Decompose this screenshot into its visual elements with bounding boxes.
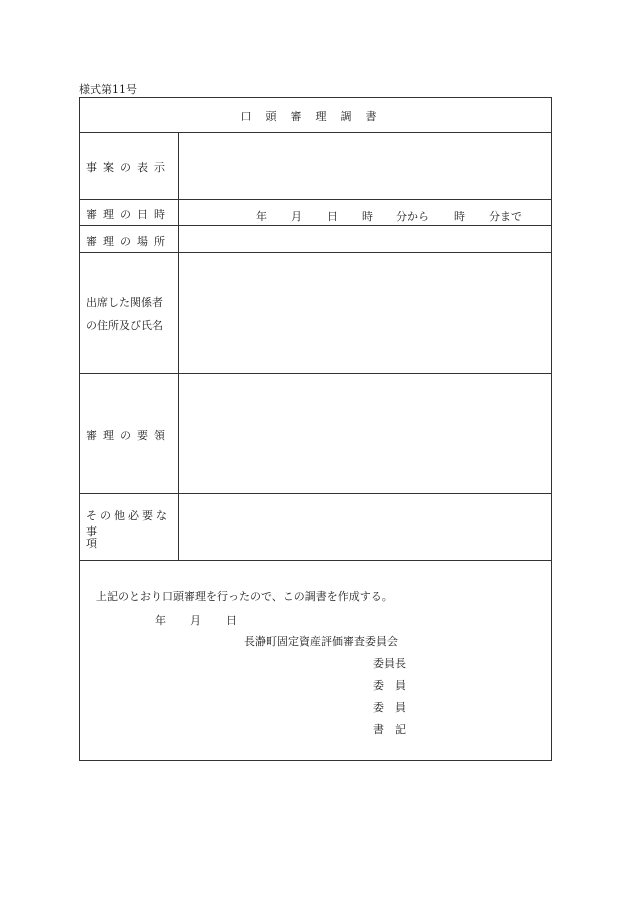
place-label: 審理の場所 <box>86 235 171 248</box>
committee-name: 長瀞町固定資産評価審査委員会 <box>244 635 398 648</box>
attendees-row <box>80 253 551 374</box>
place-row <box>80 226 551 253</box>
year-unit: 年 <box>256 210 267 223</box>
datetime-label-cell <box>80 200 179 225</box>
closing-date-day: 日 <box>226 614 237 627</box>
other-label-line1: その他必要な事 <box>86 509 170 538</box>
other-row <box>80 494 551 561</box>
chair-title: 委員長 <box>373 657 406 670</box>
case-row <box>80 133 551 200</box>
case-label-cell <box>80 133 179 199</box>
closing-section <box>80 561 551 760</box>
closing-date-year: 年 <box>155 614 166 627</box>
closing-statement: 上記のとおり口頭審理を行ったので、この調書を作成する。 <box>96 590 393 603</box>
member-title-2: 委 員 <box>373 701 406 714</box>
form-title: 口頭審理調書 <box>240 110 391 123</box>
attendees-label-line2: の住所及び氏名 <box>86 319 163 332</box>
clerk-title: 書 記 <box>373 723 406 736</box>
datetime-field[interactable] <box>179 200 551 225</box>
title-row <box>80 98 551 133</box>
other-label-line2: 項 <box>86 537 97 550</box>
month-unit: 月 <box>291 210 302 223</box>
summary-row <box>80 374 551 494</box>
start-hour-unit: 時 <box>362 210 373 223</box>
attendees-label-cell <box>80 253 179 373</box>
place-field[interactable] <box>179 226 551 252</box>
attendees-label-line1: 出席した関係者 <box>86 296 163 309</box>
oral-hearing-record-form <box>79 97 552 761</box>
summary-label: 審理の要領 <box>86 429 171 442</box>
other-label-cell <box>80 494 179 560</box>
place-label-cell <box>80 226 179 252</box>
case-field[interactable] <box>179 133 551 199</box>
form-number: 様式第11号 <box>79 83 137 96</box>
start-minute-unit: 分から <box>396 210 429 223</box>
datetime-label: 審理の日時 <box>86 208 171 221</box>
closing-date-month: 月 <box>190 614 201 627</box>
case-label: 事案の表示 <box>86 161 171 174</box>
summary-field[interactable] <box>179 374 551 493</box>
day-unit: 日 <box>327 210 338 223</box>
end-hour-unit: 時 <box>454 210 465 223</box>
summary-label-cell <box>80 374 179 493</box>
end-minute-unit: 分まで <box>489 210 522 223</box>
datetime-row <box>80 200 551 226</box>
other-field[interactable] <box>179 494 551 560</box>
attendees-field[interactable] <box>179 253 551 373</box>
member-title-1: 委 員 <box>373 679 406 692</box>
